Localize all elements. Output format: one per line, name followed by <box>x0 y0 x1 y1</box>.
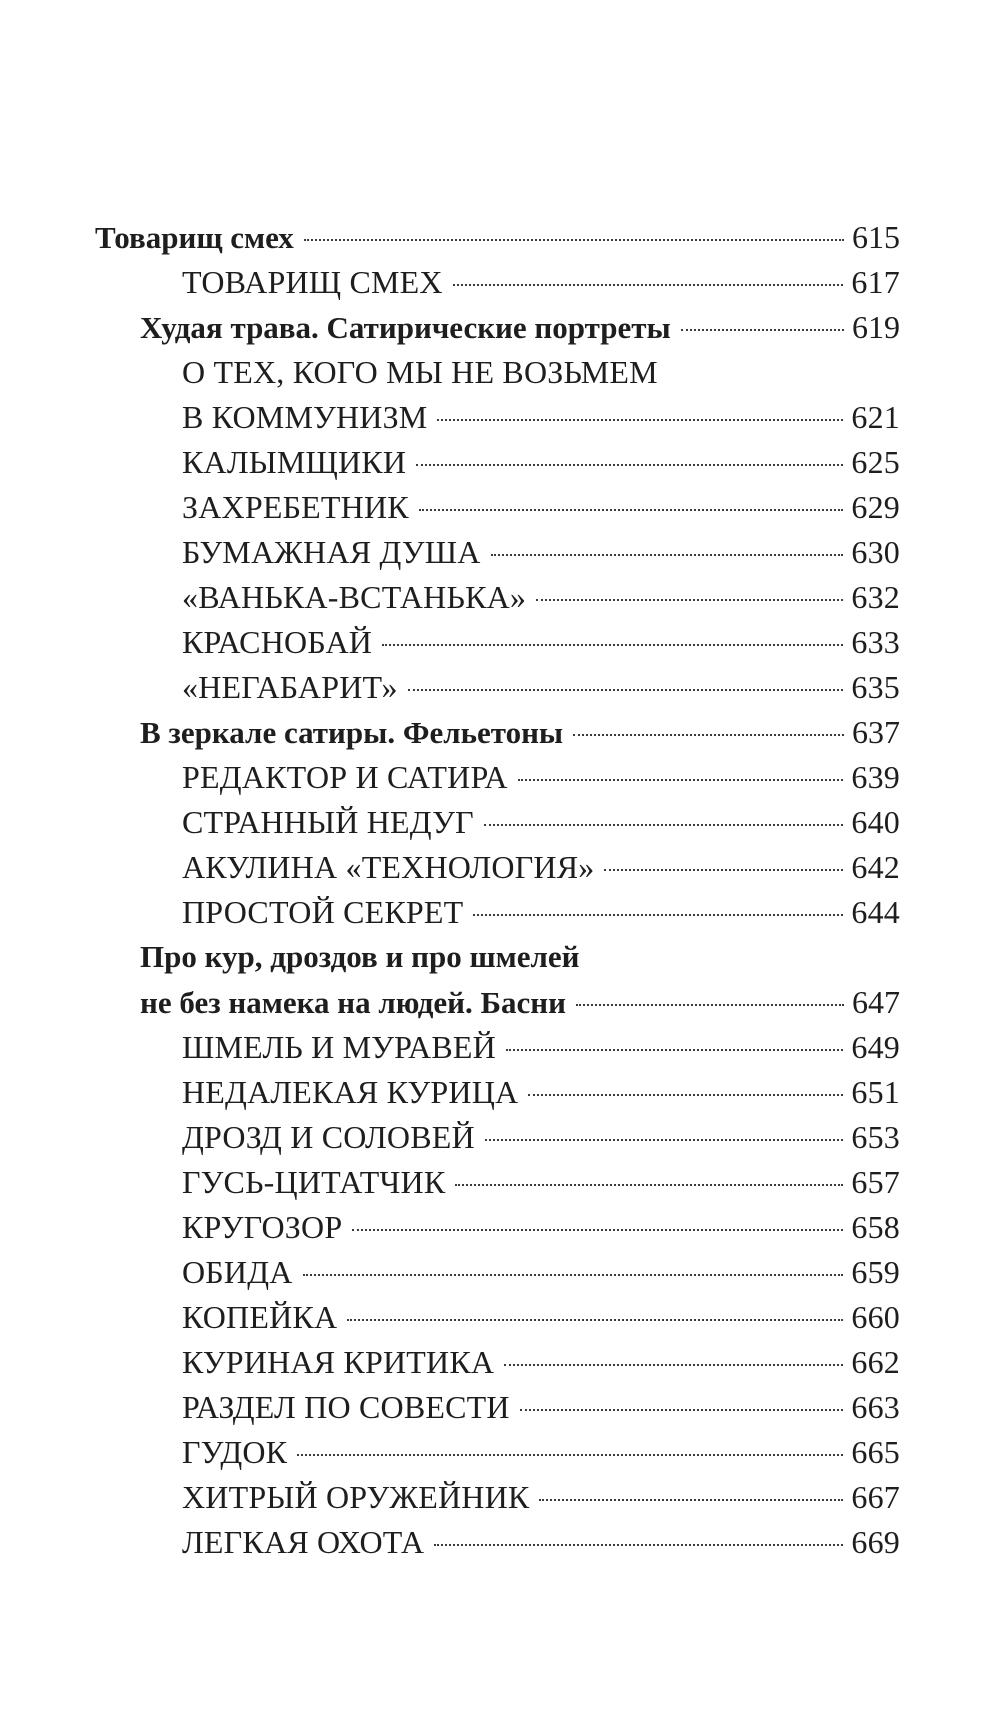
dot-leader <box>518 779 844 781</box>
dot-leader <box>491 554 844 556</box>
toc-entry-title: «НЕГАБАРИТ» <box>182 669 398 705</box>
dot-leader <box>520 1409 844 1411</box>
dot-leader <box>347 1319 843 1321</box>
toc-page-number: 632 <box>851 579 900 615</box>
toc-entry[interactable] <box>182 487 900 527</box>
toc-entry-title: «ВАНЬКА-ВСТАНЬКА» <box>182 579 527 615</box>
dot-leader <box>297 1454 843 1456</box>
toc-entry[interactable] <box>182 577 900 617</box>
dot-leader <box>604 869 843 871</box>
toc-page-number: 640 <box>851 804 900 840</box>
toc-entry-title: ГУСЬ-ЦИТАТЧИК <box>182 1164 446 1200</box>
dot-leader <box>681 329 844 331</box>
toc-entry-title: Худая трава. Сатирические портреты <box>140 310 671 345</box>
toc-entry[interactable] <box>182 622 900 662</box>
toc-page-number: 665 <box>851 1434 900 1470</box>
toc-entry[interactable] <box>182 1387 900 1427</box>
toc-page-number: 657 <box>851 1164 900 1200</box>
toc-page-number: 663 <box>851 1389 900 1425</box>
toc-page-number: 619 <box>852 309 900 345</box>
toc-entry-title: КРУГОЗОР <box>182 1209 343 1245</box>
dot-leader <box>484 824 844 826</box>
toc-entry[interactable] <box>182 1297 900 1337</box>
toc-page-number: 642 <box>851 849 900 885</box>
toc-entry[interactable] <box>182 1252 900 1292</box>
toc-page-number: 647 <box>852 984 900 1020</box>
toc-page-number: 639 <box>851 759 900 795</box>
toc-page-number: 630 <box>851 534 900 570</box>
toc-entry-title: НЕДАЛЕКАЯ КУРИЦА <box>182 1074 519 1110</box>
toc-entry-title: КУРИНАЯ КРИТИКА <box>182 1344 495 1380</box>
dot-leader <box>506 1049 843 1051</box>
dot-leader <box>352 1229 843 1231</box>
toc-entry[interactable] <box>182 1072 900 1112</box>
toc-entry[interactable] <box>182 1027 900 1067</box>
toc-entry[interactable] <box>182 1162 900 1202</box>
toc-entry-title: КОПЕЙКА <box>182 1299 338 1335</box>
toc-entry-section[interactable] <box>95 217 900 257</box>
dot-leader <box>416 464 843 466</box>
toc-page-number: 669 <box>851 1524 900 1560</box>
toc-entry-section[interactable] <box>140 712 900 752</box>
dot-leader <box>408 689 844 691</box>
toc-entry-continued[interactable] <box>182 352 900 392</box>
toc-entry-title: РЕДАКТОР И САТИРА <box>182 759 508 795</box>
dot-leader <box>419 509 844 511</box>
toc-entry-title: В КОММУНИЗМ <box>182 399 428 435</box>
toc-page-number: 667 <box>851 1479 900 1515</box>
toc-page-number: 621 <box>851 399 900 435</box>
toc-page-number: 644 <box>851 894 900 930</box>
toc-entry-section[interactable] <box>140 307 900 347</box>
dot-leader <box>576 1004 844 1006</box>
toc-page-number: 637 <box>852 714 900 750</box>
dot-leader <box>303 1274 844 1276</box>
dot-leader <box>504 1364 843 1366</box>
toc-page-number: 615 <box>852 219 900 255</box>
toc-page-number: 653 <box>851 1119 900 1155</box>
dot-leader <box>304 239 844 241</box>
toc-page-number: 660 <box>851 1299 900 1335</box>
toc-entry-title: ПРОСТОЙ СЕКРЕТ <box>182 894 464 930</box>
toc-entry-title: ЗАХРЕБЕТНИК <box>182 489 409 525</box>
toc-entry[interactable] <box>182 892 900 932</box>
dot-leader <box>485 1139 844 1141</box>
toc-page-number: 662 <box>851 1344 900 1380</box>
toc-entry-title: ШМЕЛЬ И МУРАВЕЙ <box>182 1029 496 1065</box>
toc-entry-title: АКУЛИНА «ТЕХНОЛОГИЯ» <box>182 849 595 885</box>
toc-page-number: 633 <box>851 624 900 660</box>
toc-page-number: 649 <box>851 1029 900 1065</box>
toc-entry[interactable] <box>182 1117 900 1157</box>
dot-leader <box>382 644 843 646</box>
toc-entry-title: КРАСНОБАЙ <box>182 624 373 660</box>
toc-entry-title: КАЛЫМЩИКИ <box>182 444 407 480</box>
toc-entry[interactable] <box>182 802 900 842</box>
toc-page-number: 651 <box>851 1074 900 1110</box>
toc-entry-title: ОБИДА <box>182 1254 293 1290</box>
toc-entry-title: ХИТРЫЙ ОРУЖЕЙНИК <box>182 1479 530 1515</box>
toc-entry[interactable] <box>182 442 900 482</box>
toc-entry-section-continued[interactable] <box>140 937 900 977</box>
toc-page-number: 625 <box>851 444 900 480</box>
toc-entry-title: ДРОЗД И СОЛОВЕЙ <box>182 1119 475 1155</box>
toc-entry[interactable] <box>182 1432 900 1472</box>
toc-page-number: 629 <box>851 489 900 525</box>
toc-entry[interactable] <box>182 1477 900 1517</box>
toc-entry-title: РАЗДЕЛ ПО СОВЕСТИ <box>182 1389 510 1425</box>
toc-page-number: 635 <box>851 669 900 705</box>
toc-entry[interactable] <box>182 262 900 302</box>
toc-entry[interactable] <box>182 1522 900 1562</box>
dot-leader <box>528 1094 843 1096</box>
dot-leader <box>539 1499 843 1501</box>
toc-page-number: 658 <box>851 1209 900 1245</box>
toc-entry-title: ЛЕГКАЯ ОХОТА <box>182 1524 425 1560</box>
toc-entry-title: В зеркале сатиры. Фельетоны <box>140 715 564 750</box>
dot-leader <box>455 1184 843 1186</box>
toc-entry[interactable] <box>182 667 900 707</box>
toc-entry[interactable] <box>182 847 900 887</box>
toc-entry[interactable] <box>182 397 900 437</box>
toc-entry[interactable] <box>182 757 900 797</box>
toc-entry-title: Про кур, дроздов и про шмелей <box>140 939 580 974</box>
toc-entry-title: ГУДОК <box>182 1434 288 1470</box>
toc-entry[interactable] <box>182 1342 900 1382</box>
toc-entry-title: ТОВАРИЩ СМЕХ <box>182 264 443 300</box>
toc-page-number: 617 <box>851 264 900 300</box>
toc-entry-title: СТРАННЫЙ НЕДУГ <box>182 804 474 840</box>
toc-entry[interactable] <box>182 1207 900 1247</box>
toc-entry-section[interactable] <box>140 982 900 1022</box>
toc-page-number: 659 <box>851 1254 900 1290</box>
toc-entry-title: БУМАЖНАЯ ДУША <box>182 534 481 570</box>
toc-entry-title: О ТЕХ, КОГО МЫ НЕ ВОЗЬМЕМ <box>182 354 658 390</box>
dot-leader <box>453 284 844 286</box>
dot-leader <box>437 419 843 421</box>
toc-entry[interactable] <box>182 532 900 572</box>
dot-leader <box>536 599 843 601</box>
dot-leader <box>434 1544 843 1546</box>
dot-leader <box>573 734 844 736</box>
toc-entry-title: Товарищ смех <box>95 220 294 255</box>
dot-leader <box>473 914 843 916</box>
toc-entry-title: не без намека на людей. Басни <box>140 985 567 1020</box>
